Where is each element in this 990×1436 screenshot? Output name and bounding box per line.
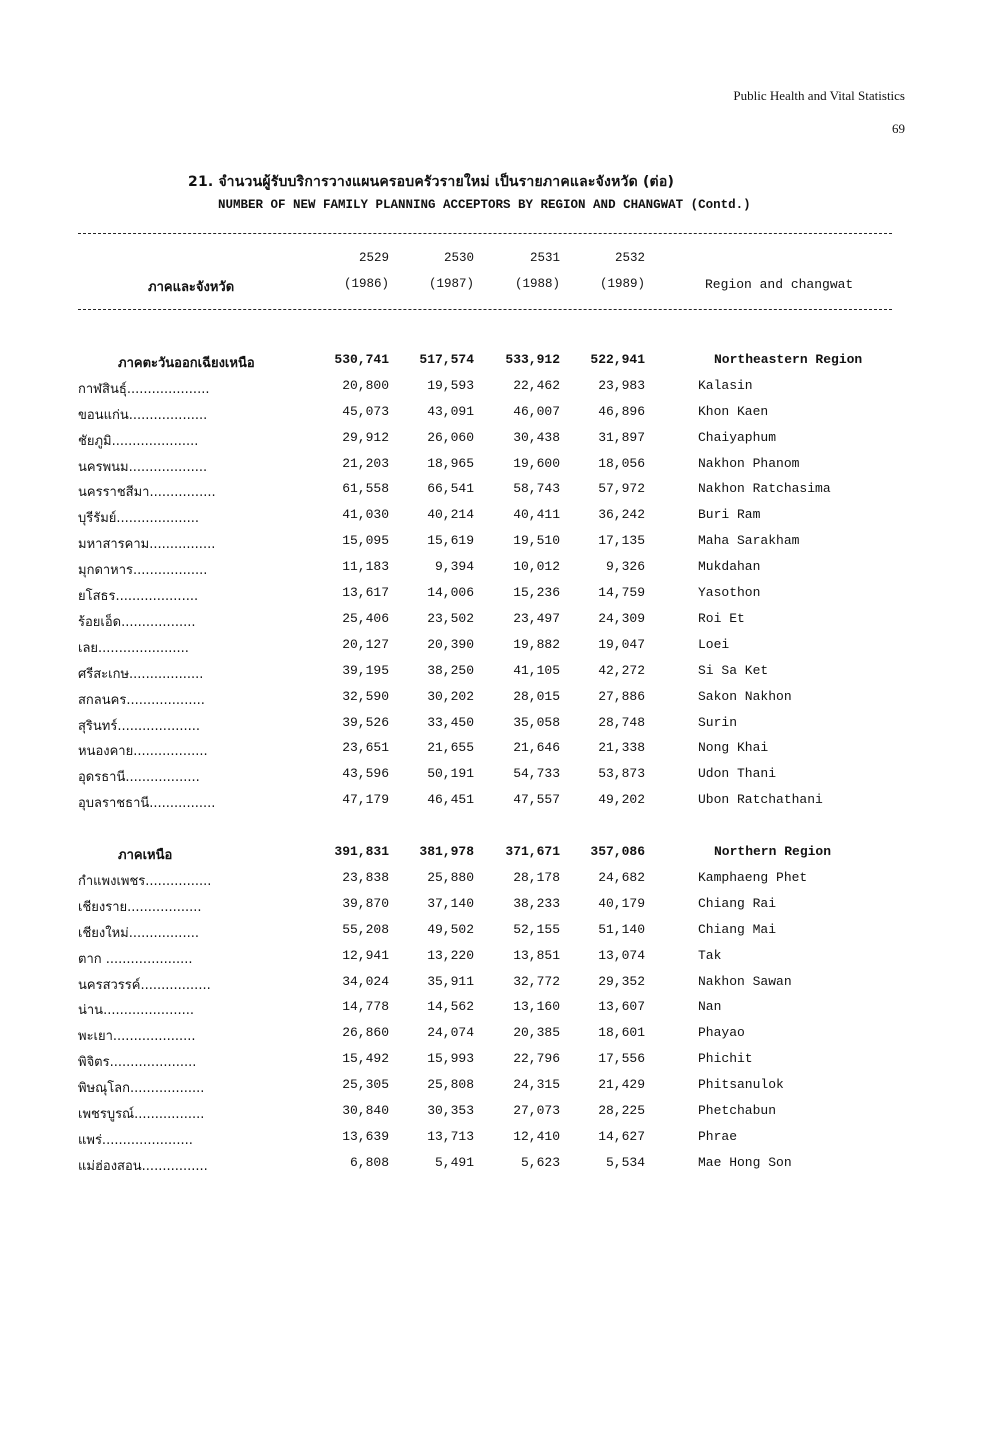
cell-value: 27,073 — [513, 1103, 560, 1118]
cell-value: 14,006 — [427, 585, 474, 600]
cell-value: 41,105 — [513, 663, 560, 678]
cell-value: 9,326 — [605, 559, 645, 574]
province-name-english: Khon Kaen — [698, 404, 769, 419]
province-name-english: Chiang Rai — [698, 896, 777, 911]
province-name-english: Chaiyaphum — [698, 430, 777, 445]
cell-value: 29,912 — [342, 430, 389, 445]
table-row — [0, 1051, 990, 1077]
cell-value: 34,024 — [342, 974, 389, 989]
cell-value: 24,074 — [427, 1025, 474, 1040]
cell-value: 18,056 — [598, 456, 645, 471]
province-name-english: Ubon Ratchathani — [698, 792, 823, 807]
cell-value: 14,562 — [427, 999, 474, 1014]
table-row — [0, 740, 990, 766]
cell-value: 23,502 — [427, 611, 474, 626]
cell-value: 41,030 — [342, 507, 389, 522]
cell-value: 20,800 — [342, 378, 389, 393]
province-name-thai: เชียงใหม่................. — [78, 926, 199, 941]
table-row — [0, 559, 990, 585]
cell-value: 26,860 — [342, 1025, 389, 1040]
cell-value: 533,912 — [505, 352, 560, 367]
province-name-english: Phetchabun — [698, 1103, 777, 1118]
province-name-english: Kalasin — [698, 378, 753, 393]
region-name-thai: ภาคตะวันออกเฉียงเหนือ — [118, 356, 255, 371]
cell-value: 23,983 — [598, 378, 645, 393]
province-name-english: Sakon Nakhon — [698, 689, 792, 704]
cell-value: 13,851 — [513, 948, 560, 963]
cell-value: 30,202 — [427, 689, 474, 704]
cell-value: 25,880 — [427, 870, 474, 885]
table-row — [0, 870, 990, 896]
cell-value: 20,127 — [342, 637, 389, 652]
column-header-year-be: 2532 — [614, 251, 645, 265]
column-header-year-be: 2531 — [529, 251, 560, 265]
cell-value: 40,214 — [427, 507, 474, 522]
cell-value: 23,838 — [342, 870, 389, 885]
cell-value: 9,394 — [434, 559, 474, 574]
province-name-english: Yasothon — [698, 585, 761, 600]
page-header-title: Public Health and Vital Statistics — [733, 88, 905, 103]
cell-value: 21,203 — [342, 456, 389, 471]
cell-value: 47,557 — [513, 792, 560, 807]
cell-value: 522,941 — [590, 352, 645, 367]
cell-value: 47,179 — [342, 792, 389, 807]
region-name-english: Northeastern Region — [714, 352, 863, 367]
cell-value: 29,352 — [598, 974, 645, 989]
table-row — [0, 1077, 990, 1103]
province-name-english: Mukdahan — [698, 559, 761, 574]
cell-value: 357,086 — [590, 844, 645, 859]
cell-value: 35,058 — [513, 715, 560, 730]
cell-value: 25,305 — [342, 1077, 389, 1092]
table-row — [0, 1155, 990, 1181]
province-name-thai: ศรีสะเกษ.................. — [78, 667, 204, 682]
province-name-english: Loei — [698, 637, 730, 652]
cell-value: 19,600 — [513, 456, 560, 471]
cell-value: 30,840 — [342, 1103, 389, 1118]
cell-value: 28,748 — [598, 715, 645, 730]
cell-value: 39,870 — [342, 896, 389, 911]
province-name-thai: หนองคาย.................. — [78, 744, 208, 759]
province-name-english: Maha Sarakham — [698, 533, 800, 548]
table-row — [0, 766, 990, 792]
table-row — [0, 922, 990, 948]
cell-value: 13,220 — [427, 948, 474, 963]
cell-value: 17,556 — [598, 1051, 645, 1066]
table-row — [0, 611, 990, 637]
cell-value: 25,406 — [342, 611, 389, 626]
cell-value: 43,596 — [342, 766, 389, 781]
cell-value: 53,873 — [598, 766, 645, 781]
province-name-english: Udon Thani — [698, 766, 777, 781]
cell-value: 13,639 — [342, 1129, 389, 1144]
table-row — [0, 999, 990, 1025]
table-row — [0, 430, 990, 456]
cell-value: 17,135 — [598, 533, 645, 548]
cell-value: 32,772 — [513, 974, 560, 989]
cell-value: 25,808 — [427, 1077, 474, 1092]
cell-value: 28,015 — [513, 689, 560, 704]
cell-value: 57,972 — [598, 481, 645, 496]
province-name-english: Phayao — [698, 1025, 745, 1040]
cell-value: 22,462 — [513, 378, 560, 393]
cell-value: 51,140 — [598, 922, 645, 937]
cell-value: 15,993 — [427, 1051, 474, 1066]
province-name-english: Kamphaeng Phet — [698, 870, 808, 885]
cell-value: 21,429 — [598, 1077, 645, 1092]
cell-value: 46,451 — [427, 792, 474, 807]
table-row — [0, 378, 990, 404]
cell-value: 39,195 — [342, 663, 389, 678]
table-row — [0, 456, 990, 482]
cell-value: 22,796 — [513, 1051, 560, 1066]
cell-value: 14,778 — [342, 999, 389, 1014]
table-row — [0, 948, 990, 974]
province-name-thai: กาฬสินธุ์.................... — [78, 382, 210, 397]
cell-value: 13,713 — [427, 1129, 474, 1144]
cell-value: 13,074 — [598, 948, 645, 963]
cell-value: 35,911 — [427, 974, 474, 989]
cell-value: 5,534 — [605, 1155, 645, 1170]
cell-value: 32,590 — [342, 689, 389, 704]
province-name-english: Phichit — [698, 1051, 753, 1066]
province-name-thai: พะเยา.................... — [78, 1029, 196, 1044]
cell-value: 31,897 — [598, 430, 645, 445]
cell-value: 23,651 — [342, 740, 389, 755]
cell-value: 36,242 — [598, 507, 645, 522]
cell-value: 18,601 — [598, 1025, 645, 1040]
column-header-year-ad: (1988) — [514, 277, 560, 291]
table-row — [0, 715, 990, 741]
cell-value: 10,012 — [513, 559, 560, 574]
cell-value: 21,655 — [427, 740, 474, 755]
cell-value: 26,060 — [427, 430, 474, 445]
cell-value: 18,965 — [427, 456, 474, 471]
cell-value: 15,236 — [513, 585, 560, 600]
cell-value: 24,315 — [513, 1077, 560, 1092]
cell-value: 30,438 — [513, 430, 560, 445]
province-name-thai: มุกดาหาร.................. — [78, 563, 208, 578]
province-name-english: Nong Khai — [698, 740, 769, 755]
region-total-row — [0, 352, 990, 378]
cell-value: 28,225 — [598, 1103, 645, 1118]
cell-value: 38,250 — [427, 663, 474, 678]
cell-value: 20,390 — [427, 637, 474, 652]
cell-value: 30,353 — [427, 1103, 474, 1118]
cell-value: 33,450 — [427, 715, 474, 730]
province-name-thai: นครราชสีมา................ — [78, 485, 216, 500]
table-title-english: NUMBER OF NEW FAMILY PLANNING ACCEPTORS BY REGION AND CHANGWAT (Contd.) — [218, 198, 751, 212]
region-total-row — [0, 844, 990, 870]
table-row — [0, 481, 990, 507]
cell-value: 19,047 — [598, 637, 645, 652]
province-name-english: Nan — [698, 999, 722, 1014]
province-name-thai: น่าน...................... — [78, 1003, 194, 1018]
province-name-thai: นครพนม................... — [78, 460, 208, 475]
cell-value: 54,733 — [513, 766, 560, 781]
cell-value: 15,492 — [342, 1051, 389, 1066]
cell-value: 391,831 — [334, 844, 389, 859]
table-row — [0, 507, 990, 533]
cell-value: 13,617 — [342, 585, 389, 600]
cell-value: 49,202 — [598, 792, 645, 807]
column-header-year-ad: (1987) — [428, 277, 474, 291]
province-name-thai: เชียงราย.................. — [78, 900, 202, 915]
cell-value: 55,208 — [342, 922, 389, 937]
table-title-thai: 21. จำนวนผู้รับบริการวางแผนครอบครัวรายใหม่ เป็นรายภาคและจังหวัด (ต่อ) — [188, 174, 675, 190]
province-name-thai: ยโสธร.................... — [78, 589, 199, 604]
cell-value: 5,623 — [520, 1155, 560, 1170]
cell-value: 12,410 — [513, 1129, 560, 1144]
cell-value: 42,272 — [598, 663, 645, 678]
table-row — [0, 1103, 990, 1129]
province-name-english: Tak — [698, 948, 722, 963]
cell-value: 6,808 — [349, 1155, 389, 1170]
cell-value: 23,497 — [513, 611, 560, 626]
province-name-thai: นครสวรรค์................. — [78, 978, 211, 993]
province-name-thai: พิจิตร..................... — [78, 1055, 197, 1070]
province-name-english: Phitsanulok — [698, 1077, 784, 1092]
cell-value: 39,526 — [342, 715, 389, 730]
cell-value: 14,759 — [598, 585, 645, 600]
cell-value: 371,671 — [505, 844, 560, 859]
cell-value: 15,095 — [342, 533, 389, 548]
province-name-thai: ชัยภูมิ..................... — [78, 434, 199, 449]
table-top-rule — [78, 233, 892, 234]
cell-value: 61,558 — [342, 481, 389, 496]
cell-value: 21,338 — [598, 740, 645, 755]
cell-value: 517,574 — [419, 352, 474, 367]
column-header-year-ad: (1989) — [599, 277, 645, 291]
cell-value: 43,091 — [427, 404, 474, 419]
province-name-english: Phrae — [698, 1129, 738, 1144]
table-row — [0, 896, 990, 922]
cell-value: 50,191 — [427, 766, 474, 781]
cell-value: 21,646 — [513, 740, 560, 755]
province-name-english: Chiang Mai — [698, 922, 777, 937]
cell-value: 19,593 — [427, 378, 474, 393]
cell-value: 12,941 — [342, 948, 389, 963]
province-name-english: Nakhon Sawan — [698, 974, 792, 989]
cell-value: 14,627 — [598, 1129, 645, 1144]
cell-value: 40,179 — [598, 896, 645, 911]
province-name-thai: เลย...................... — [78, 641, 189, 656]
table-row — [0, 663, 990, 689]
table-row — [0, 1025, 990, 1051]
table-row — [0, 404, 990, 430]
region-name-thai: ภาคเหนือ — [118, 848, 173, 863]
table-row — [0, 974, 990, 1000]
province-name-english: Nakhon Phanom — [698, 456, 800, 471]
table-row — [0, 637, 990, 663]
province-name-english: Buri Ram — [698, 507, 761, 522]
cell-value: 38,233 — [513, 896, 560, 911]
cell-value: 530,741 — [334, 352, 389, 367]
province-name-thai: สุรินทร์.................... — [78, 719, 201, 734]
province-name-thai: สกลนคร................... — [78, 693, 205, 708]
cell-value: 381,978 — [419, 844, 474, 859]
province-name-thai: แพร่...................... — [78, 1133, 193, 1148]
cell-value: 24,309 — [598, 611, 645, 626]
province-name-thai: มหาสารคาม................ — [78, 537, 216, 552]
cell-value: 40,411 — [513, 507, 560, 522]
province-name-thai: อุดรธานี.................. — [78, 770, 200, 785]
cell-value: 24,682 — [598, 870, 645, 885]
table-row — [0, 585, 990, 611]
province-name-english: Nakhon Ratchasima — [698, 481, 831, 496]
cell-value: 58,743 — [513, 481, 560, 496]
province-name-thai: อุบลราชธานี................ — [78, 796, 216, 811]
cell-value: 52,155 — [513, 922, 560, 937]
province-name-thai: แม่ฮ่องสอน................ — [78, 1159, 208, 1174]
table-header-rule — [78, 309, 892, 310]
cell-value: 45,073 — [342, 404, 389, 419]
cell-value: 46,896 — [598, 404, 645, 419]
cell-value: 28,178 — [513, 870, 560, 885]
province-name-english: Mae Hong Son — [698, 1155, 792, 1170]
table-row — [0, 689, 990, 715]
table-row — [0, 1129, 990, 1155]
region-name-english: Northern Region — [714, 844, 832, 859]
page-number: 69 — [892, 121, 905, 136]
province-name-thai: พิษณุโลก.................. — [78, 1081, 205, 1096]
province-name-thai: กำแพงเพชร................ — [78, 874, 212, 889]
cell-value: 20,385 — [513, 1025, 560, 1040]
column-header-region-thai: ภาคและจังหวัด — [148, 280, 235, 295]
table-row — [0, 533, 990, 559]
column-header-year-ad: (1986) — [343, 277, 389, 291]
province-name-thai: บุรีรัมย์.................... — [78, 511, 200, 526]
province-name-english: Si Sa Ket — [698, 663, 769, 678]
province-name-thai: ขอนแก่น................... — [78, 408, 208, 423]
cell-value: 13,160 — [513, 999, 560, 1014]
column-header-year-be: 2530 — [443, 251, 474, 265]
column-header-region-english: Region and changwat — [705, 277, 854, 292]
province-name-thai: เพชรบูรณ์................. — [78, 1107, 205, 1122]
cell-value: 19,882 — [513, 637, 560, 652]
table-row — [0, 792, 990, 818]
cell-value: 11,183 — [342, 559, 389, 574]
cell-value: 27,886 — [598, 689, 645, 704]
province-name-thai: ตาก ..................... — [78, 952, 193, 967]
cell-value: 5,491 — [434, 1155, 474, 1170]
province-name-english: Surin — [698, 715, 738, 730]
cell-value: 49,502 — [427, 922, 474, 937]
province-name-thai: ร้อยเอ็ด.................. — [78, 615, 196, 630]
cell-value: 13,607 — [598, 999, 645, 1014]
cell-value: 15,619 — [427, 533, 474, 548]
column-header-year-be: 2529 — [358, 251, 389, 265]
cell-value: 37,140 — [427, 896, 474, 911]
cell-value: 66,541 — [427, 481, 474, 496]
cell-value: 46,007 — [513, 404, 560, 419]
cell-value: 19,510 — [513, 533, 560, 548]
province-name-english: Roi Et — [698, 611, 745, 626]
